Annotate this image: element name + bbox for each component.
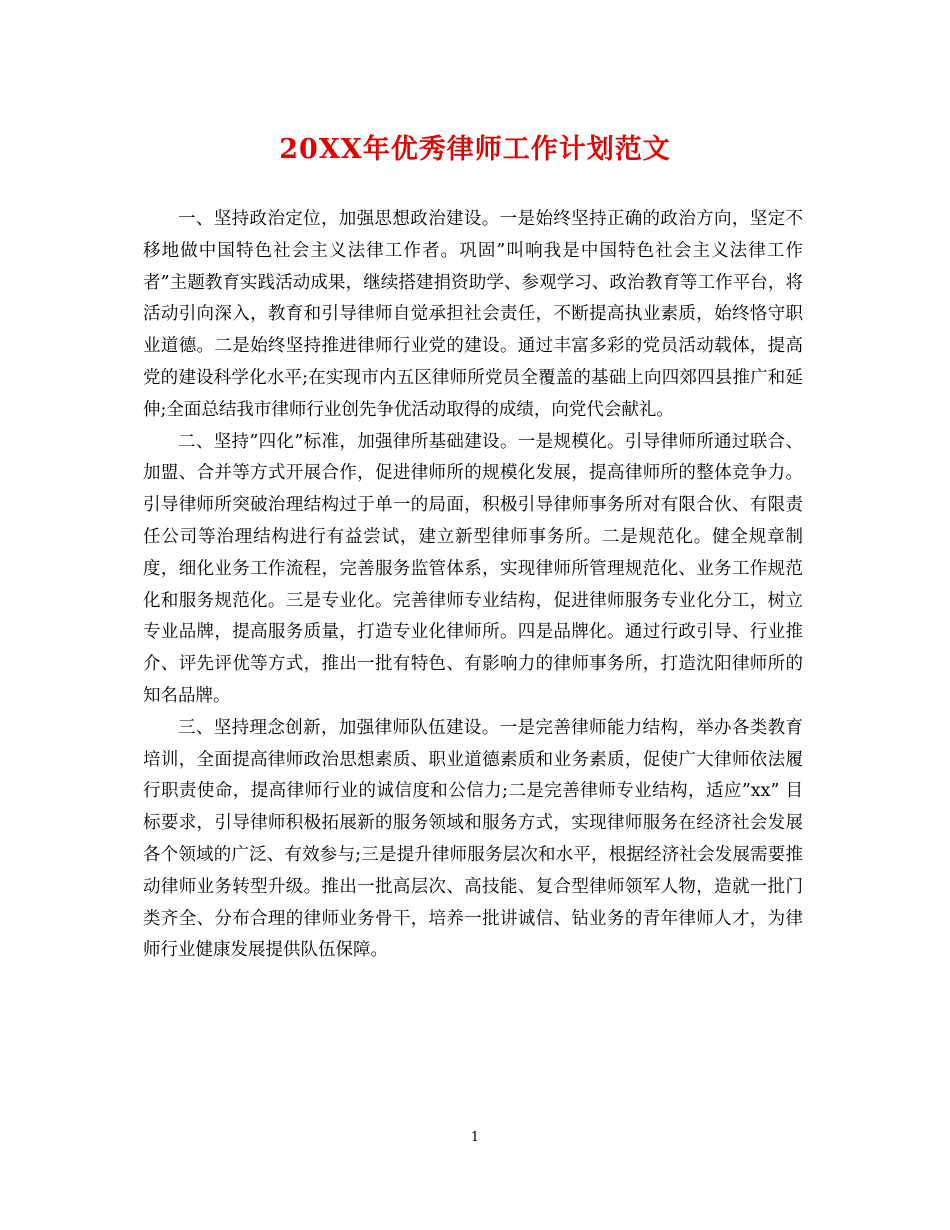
paragraph-3: 三、坚持理念创新，加强律师队伍建设。一是完善律师能力结构，举办各类教育培训，全面提高律师政治思想素质、职业道德素质和业务素质，促使广大律师依法履行职责使命，提高律师行业的诚信度和公信力;二是完善律师专业结构，适应”xx” 目标要求，引导律师积极拓展新的服务领域和服务方式，实现律师服务在经济社会发展各个领域的广泛、有效参与;三是提升律师服务层次和水平，根据经济社会发展需要推动律师业务转型升级。推出一批高层次、高技能、复合型律师领军人物，造就一批门类齐全、分布合理的律师业务骨干，培养一批讲诚信、钻业务的青年律师人才，为律师行业健康发展提供队伍保障。 bbox=[143, 717, 803, 961]
paragraph-2: 二、坚持”四化”标准，加强律所基础建设。一是规模化。引导律师所通过联合、加盟、合并等方式开展合作，促进律师所的规模化发展，提高律师所的整体竞争力。引导律师所突破治理结构过于单一的局面，积极引导律师事务所对有限合伙、有限责任公司等治理结构进行有益尝试，建立新型律师事务所。二是规范化。健全规章制度，细化业务工作流程，完善服务监管体系，实现律师所管理规范化、业务工作规范化和服务规范化。三是专业化。完善律师专业结构，促进律师服务专业化分工，树立专业品牌，提高服务质量，打造专业化律师所。四是品牌化。通过行政引导、行业推介、评先评优等方式，推出一批有特色、有影响力的律师事务所，打造沈阳律师所的知名品牌。 bbox=[143, 431, 803, 706]
document-body bbox=[143, 204, 803, 967]
document-title: 20XX年优秀律师工作计划范文 bbox=[279, 134, 671, 165]
paragraph-1: 一、坚持政治定位，加强思想政治建设。一是始终坚持正确的政治方向，坚定不移地做中国特色社会主义法律工作者。巩固”叫响我是中国特色社会主义法律工作者”主题教育实践活动成果，继续搭建捐资助学、参观学习、政治教育等工作平台，将活动引向深入，教育和引导律师自觉承担社会责任，不断提高执业素质，始终恪守职业道德。二是始终坚持推进律师行业党的建设。通过丰富多彩的党员活动载体，提高党的建设科学化水平;在实现市内五区律师所党员全覆盖的基础上向四郊四县推广和延伸;全面总结我市律师行业创先争优活动取得的成绩，向党代会献礼。 bbox=[143, 209, 803, 420]
page-number: 1 bbox=[470, 1130, 480, 1145]
